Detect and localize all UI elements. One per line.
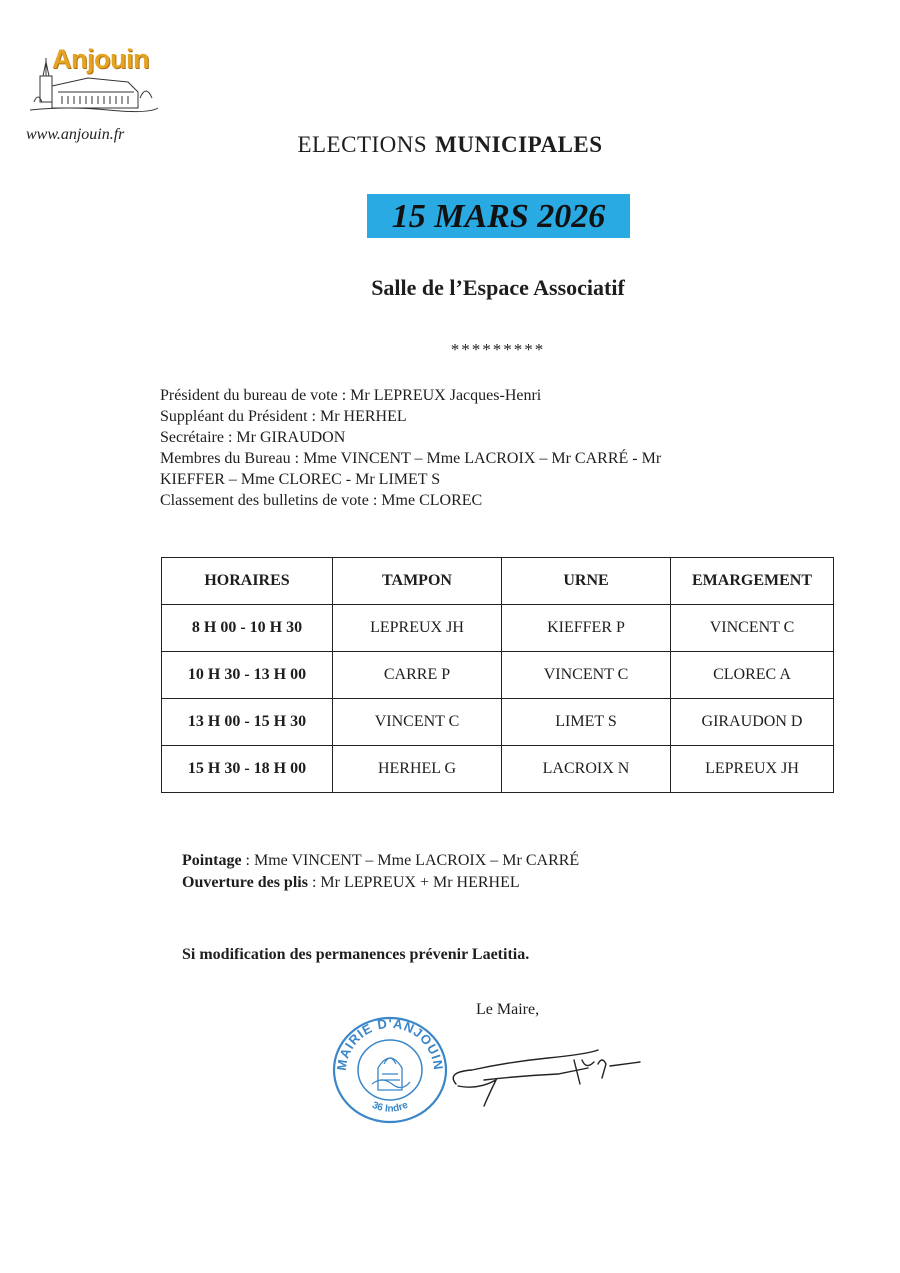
document-title [0, 132, 900, 158]
title-part-municipales: MUNICIPALES [435, 132, 603, 157]
urne-cell: VINCENT C [502, 652, 671, 699]
emargement-cell: VINCENT C [671, 605, 834, 652]
time-slot: 10 H 30 - 13 H 00 [162, 652, 333, 699]
officials-list [160, 385, 760, 511]
town-hall-seal-stamp [330, 1012, 450, 1124]
pointage-label: Pointage [182, 852, 242, 869]
mayor-signature [448, 1040, 643, 1110]
column-header: URNE [502, 558, 671, 605]
column-header: EMARGEMENT [671, 558, 834, 605]
table-row [162, 652, 834, 699]
pointage-line [182, 850, 579, 872]
official-line: Membres du Bureau : Mme VINCENT – Mme LACROIX – Mr CARRÉ - Mr [160, 450, 662, 467]
tampon-cell: LEPREUX JH [333, 605, 502, 652]
svg-text:MAIRIE D'ANJOUIN: MAIRIE D'ANJOUIN [333, 1015, 447, 1072]
table-row [162, 699, 834, 746]
table-row [162, 746, 834, 793]
tampon-cell: CARRE P [333, 652, 502, 699]
separator: ********* [450, 340, 546, 359]
urne-cell: LACROIX N [502, 746, 671, 793]
venue: Salle de l’Espace Associatif [371, 275, 625, 300]
emargement-cell: LEPREUX JH [671, 746, 834, 793]
time-slot: 8 H 00 - 10 H 30 [162, 605, 333, 652]
ouverture-value: : Mr LEPREUX + Mr HERHEL [307, 874, 520, 891]
title-part-elections: ELECTIONS [297, 132, 428, 157]
notice: Si modification des permanences prévenir Laetitia. [182, 946, 530, 963]
urne-cell: KIEFFER P [502, 605, 671, 652]
election-date: 15 MARS 2026 [367, 194, 630, 238]
column-header: HORAIRES [162, 558, 333, 605]
ouverture-line [182, 872, 579, 894]
tampon-cell: VINCENT C [333, 699, 502, 746]
time-slot: 13 H 00 - 15 H 30 [162, 699, 333, 746]
urne-cell: LIMET S [502, 699, 671, 746]
column-header: TAMPON [333, 558, 502, 605]
website-url: www.anjouin.fr [26, 126, 125, 143]
ouverture-label: Ouverture des plis [182, 874, 308, 891]
official-line: Président du bureau de vote : Mr LEPREUX Jacques-Henri [160, 387, 542, 404]
time-slot: 15 H 30 - 18 H 00 [162, 746, 333, 793]
emargement-cell: GIRAUDON D [671, 699, 834, 746]
schedule-table [161, 557, 834, 793]
tampon-cell: HERHEL G [333, 746, 502, 793]
svg-text:36 Indre: 36 Indre [370, 1099, 410, 1115]
official-line: KIEFFER – Mme CLOREC - Mr LIMET S [160, 471, 441, 488]
mayor-label: Le Maire, [476, 1001, 540, 1018]
official-line: Suppléant du Président : Mr HERHEL [160, 408, 407, 425]
emargement-cell: CLOREC A [671, 652, 834, 699]
logo-text: Anjouin [52, 44, 149, 74]
official-line: Classement des bulletins de vote : Mme CLOREC [160, 492, 483, 509]
table-row [162, 605, 834, 652]
tasks-block [182, 850, 579, 894]
pointage-value: : Mme VINCENT – Mme LACROIX – Mr CARRÉ [241, 852, 580, 869]
official-line: Secrétaire : Mr GIRAUDON [160, 429, 346, 446]
table-header-row [162, 558, 834, 605]
